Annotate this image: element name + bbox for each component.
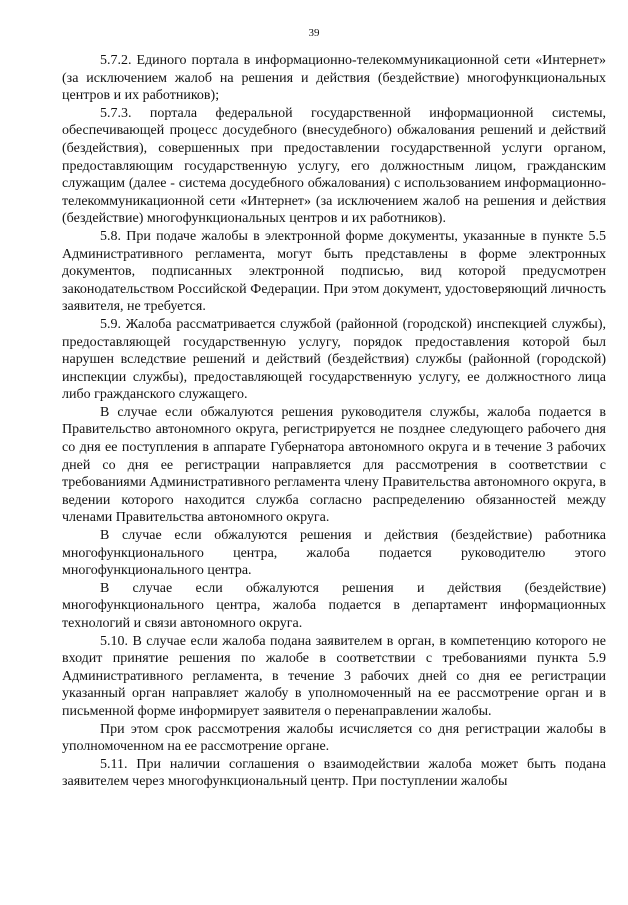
page-number: 39 xyxy=(308,27,320,39)
paragraph-review-term: При этом срок рассмотрения жалобы исчисляется со дня регистрации жалобы в уполномоченном на ее рассмотрение органе. xyxy=(62,721,606,755)
paragraph-mfc-employee-complaint: В случае если обжалуются решения и действия (бездействие) работника многофункционального центра, жалоба подается руководителю этого многофункционального центра. xyxy=(62,528,606,579)
paragraph-5-10: 5.10. В случае если жалоба подана заявителем в орган, в компетенцию которого не входит принятие решения по жалобе в соответствии с требованиями пункта 5.9 Административного регламента, в течение 3 рабочих дней со дня ее регистрации указанный орган направляет жалобу в уполномоченный на ее рассмотрение орган и в письменной форме информирует заявителя о перенаправлении жалобы. xyxy=(62,633,606,719)
paragraph-5-7-3: 5.7.3. портала федеральной государственной информационной системы, обеспечивающей процесс досудебного (внесудебного) обжалования решений и действий (бездействия), совершенных при предоставлении государственной услуги органом, предоставляющим государственную услугу, его должностным лицом, гражданским служащим (далее - система досудебного обжалования) с использованием информационно-телекоммуникационной сети «Интернет» (за исключением жалоб на решения и действия (бездействие) многофункциональных центров и их работников). xyxy=(62,105,606,227)
paragraph-mfc-complaint: В случае если обжалуются решения и действия (бездействие) многофункционального центра, жалоба подается в департамент информационных технологий и связи автономного округа. xyxy=(62,580,606,631)
paragraph-5-11: 5.11. При наличии соглашения о взаимодействии жалоба может быть подана заявителем через многофункциональный центр. При поступлении жалобы xyxy=(62,756,606,790)
paragraph-5-8: 5.8. При подаче жалобы в электронной форме документы, указанные в пункте 5.5 Административного регламента, могут быть представлены в форме электронных документов, подписанных электронной подписью, вид которой предусмотрен законодательством Российской Федерации. При этом документ, удостоверяющий личность заявителя, не требуется. xyxy=(62,228,606,315)
paragraph-5-9: 5.9. Жалоба рассматривается службой (районной (городской) инспекцией службы), предоставляющей государственную услугу, порядок предоставления которой был нарушен вследствие решений и действий (бездействия) службы (районной (городской) инспекции службы), предоставляющей государственную услугу, ее должностного лица либо гражданского служащего. xyxy=(62,316,606,403)
paragraph-head-of-service-complaint: В случае если обжалуются решения руководителя службы, жалоба подается в Правительство автономного округа, регистрируется не позднее следующего рабочего дня со дня ее поступления в аппарате Губернатора автономного округа и в течение 3 рабочих дней со дня ее регистрации направляется для рассмотрения в соответствии с требованиями Административного регламента члену Правительства автономного округа, в ведении которого находится служба согласно распределению обязанностей между членами Правительства автономного округа. xyxy=(62,404,606,526)
document-body xyxy=(62,52,606,791)
paragraph-5-7-2: 5.7.2. Единого портала в информационно-телекоммуникационной сети «Интернет» (за исключением жалоб на решения и действия (бездействие) многофункциональных центров и их работников); xyxy=(62,53,606,104)
